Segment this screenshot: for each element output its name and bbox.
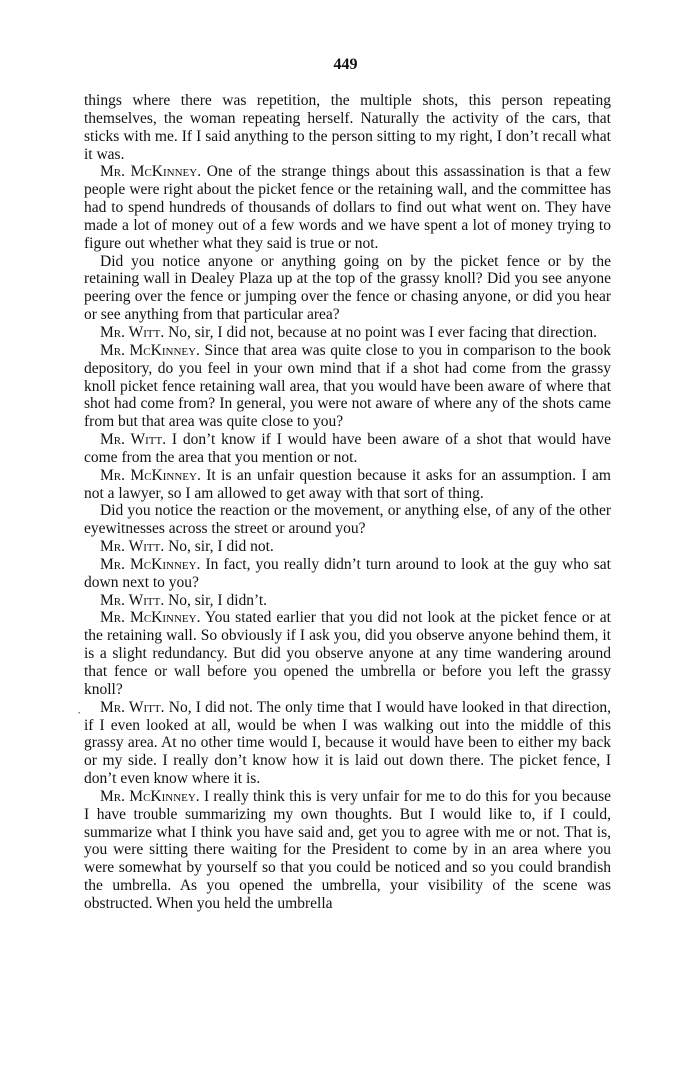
paragraph-text: Did you notice anyone or anything going on by the picket fence or by the retaining wall in Dealey Plaza up at the top of the grassy knoll? Did you see anyone peering over the fence or jumping over the fence or chasing anyone, or did you hear or see anything from that particular area?	[84, 252, 611, 324]
paragraph-text: It is an unfair question because it asks for an assumption. I am not a lawyer, so I am allowed to get away with that sort of thing.	[84, 466, 611, 502]
speaker-name: Mr. McKinney.	[100, 609, 201, 627]
transcript-paragraph	[84, 609, 611, 698]
transcript-paragraph	[84, 788, 611, 913]
paragraph-text: No, sir, I did not.	[164, 538, 274, 556]
speaker-name: Mr. Witt.	[100, 431, 167, 449]
transcript-paragraph	[84, 342, 611, 431]
page-body	[84, 92, 611, 913]
paragraph-text: No, sir, I did not, because at no point was I ever facing that direction.	[164, 323, 598, 341]
speaker-name: Mr. McKinney.	[100, 341, 200, 359]
paragraph-text: I don’t know if I would have been aware of a shot that would have come from the area that you mention or not.	[84, 431, 611, 466]
transcript-paragraph	[84, 592, 611, 610]
margin-mark: ·	[77, 705, 82, 720]
transcript-paragraph	[84, 502, 611, 538]
transcript-paragraph	[84, 431, 611, 467]
paragraph-text: I really think this is very unfair for me to do this for you because I have trouble summarizing my own thoughts. But I would like to, if I could, summarize what I think you have said and, get you to agree with me or not. That is, you were sitting there waiting for the President to come by in an area where you were somewhat by yourself so that you could be noticed and so you could brandish the umbrella. As you opened the umbrella, your visibility of the scene was obstructed. When you held the umbrella	[84, 787, 611, 912]
speaker-name: Mr. Witt.	[100, 538, 165, 556]
page-number: 449	[333, 56, 358, 73]
transcript-paragraph	[84, 253, 611, 324]
transcript-paragraph	[84, 699, 611, 788]
speaker-name: Mr. Witt.	[100, 698, 165, 716]
paragraph-text: Since that area was quite close to you in comparison to the book depository, do you feel in your own mind that if a shot had come from the grassy knoll picket fence retaining wall area, that you would have been aware of where that shot had come from? In general, you were not aware of where any of the shots came from but that area was quite close to you?	[84, 341, 611, 431]
transcript-paragraph	[84, 538, 611, 556]
speaker-name: Mr. McKinney.	[100, 787, 200, 805]
speaker-name: Mr. McKinney.	[100, 466, 201, 484]
paragraph-text: In fact, you really didn’t turn around to look at the guy who sat down next to you?	[84, 555, 611, 591]
transcript-paragraph	[84, 163, 611, 252]
paragraph-text: Did you notice the reaction or the movement, or anything else, of any of the other eyewitnesses across the street or around you?	[84, 502, 611, 538]
speaker-name: Mr. Witt.	[100, 323, 165, 341]
paragraph-text: No, I did not. The only time that I would have looked in that direction, if I even looked at all, would be when I was walking out into the middle of this grassy area. At no other time would I, because it would have been to either my back or my side. I really don’t know how it is laid out down there. The picket fence, I don’t even know where it is.	[84, 698, 611, 788]
transcript-paragraph	[84, 556, 611, 592]
paragraph-text: things where there was repetition, the multiple shots, this person repeating themselves, the woman repeating herself. Naturally the activity of the cars, that sticks with me. If I said anything to the person sitting to my right, I don’t recall what it was.	[84, 92, 611, 163]
transcript-paragraph	[84, 467, 611, 503]
paragraph-text: No, sir, I didn’t.	[164, 591, 268, 609]
speaker-name: Mr. McKinney.	[100, 163, 202, 181]
transcript-paragraph	[84, 324, 611, 342]
speaker-name: Mr. Witt.	[100, 591, 165, 609]
paragraph-text: One of the strange things about this assassination is that a few people were right about the picket fence or the retaining wall, and the committee has had to spend hundreds of thousands of dollars to find out what went on. They have made a lot of money out of a few words and we have spent a lot of money trying to figure out whether what they said is true or not.	[84, 163, 611, 252]
speaker-name: Mr. McKinney.	[100, 555, 201, 573]
transcript-paragraph	[84, 92, 611, 163]
paragraph-text: You stated earlier that you did not look at the picket fence or at the retaining wall. So obviously if I ask you, did you observe anyone behind them, it is a slight redundancy. But did you observe anyone at any time wandering around that fence or wall before you opened the umbrella or before you left the grassy knoll?	[84, 609, 611, 698]
